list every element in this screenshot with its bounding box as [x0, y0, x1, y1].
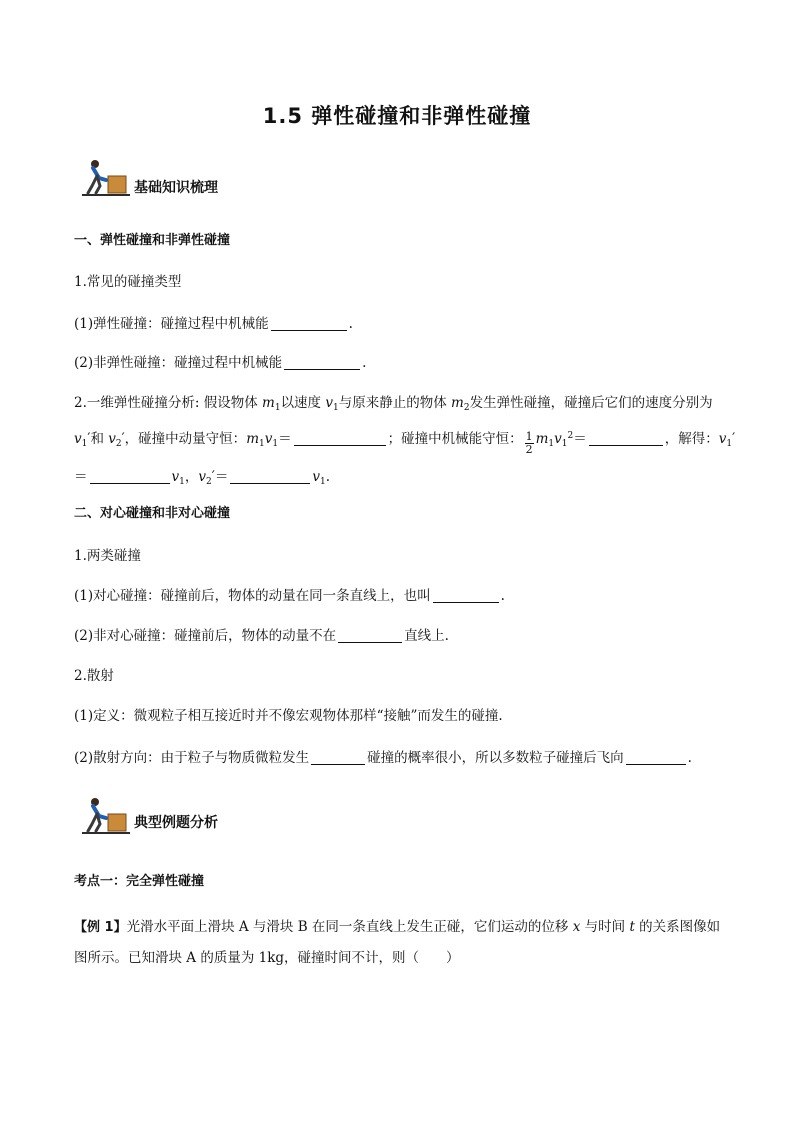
subscript: 1 — [726, 439, 733, 449]
superscript: 2 — [567, 431, 574, 441]
subscript: 1 — [333, 403, 339, 413]
text: 2.一维弹性碰撞分析: 假设物体 — [74, 395, 263, 411]
numerator: 1 — [525, 430, 533, 443]
paragraph-definition: (1)定义：微观粒子相互接近时并不像宏观物体那样“接触”而发生的碰撞. — [74, 708, 503, 724]
symbol: x — [572, 919, 581, 935]
text: 直线上. — [404, 628, 449, 644]
fill-blank[interactable] — [589, 431, 663, 446]
text: ， — [184, 469, 199, 485]
symbol: m — [246, 431, 259, 447]
heading-section-one: 一、弹性碰撞和非弹性碰撞 — [74, 233, 231, 248]
example-1-line-2: 图所示。已知滑块 A 的质量为 1kg，碰撞时间不计，则（ ） — [74, 950, 460, 966]
paragraph-1d-elastic — [74, 391, 713, 413]
pushing-box-icon — [80, 158, 132, 198]
fill-blank[interactable] — [433, 588, 499, 603]
text: 以速度 — [280, 395, 326, 411]
fill-blank[interactable] — [284, 355, 360, 370]
symbol: m — [262, 395, 275, 411]
fraction-one-half — [525, 431, 534, 456]
paragraph-noncentral — [74, 624, 449, 644]
symbol: v — [554, 431, 562, 447]
text: ，解得： — [664, 431, 719, 447]
text: 光滑水平面上滑块 A 与滑块 B 在同一条直线上发生正碰，它们运动的位移 — [126, 919, 573, 935]
subscript: 1 — [548, 439, 555, 449]
text: . — [362, 355, 367, 371]
text: . — [687, 750, 692, 766]
paragraph-solution — [74, 465, 330, 487]
symbol: v — [312, 469, 320, 485]
subscript: 2 — [115, 439, 122, 449]
symbol: v — [264, 431, 273, 447]
text: 发生弹性碰撞，碰撞后它们的速度分别为 — [469, 395, 713, 411]
paragraph-conservation — [74, 427, 735, 456]
section-banner-basics: 基础知识梳理 — [134, 180, 218, 196]
fill-blank[interactable] — [90, 469, 170, 484]
text: ＝ — [74, 469, 88, 485]
subscript: 2 — [206, 477, 212, 487]
example-tag: 【例 1】 — [74, 920, 127, 935]
heading-section-two: 二、对心碰撞和非对心碰撞 — [74, 506, 231, 521]
fill-blank[interactable] — [338, 628, 402, 643]
subscript: 1 — [259, 439, 265, 449]
key-point-heading: 考点一：完全弹性碰撞 — [74, 874, 205, 889]
paragraph-collision-types: 1.常见的碰撞类型 — [74, 274, 182, 290]
fill-blank[interactable] — [311, 750, 365, 765]
subscript: 1 — [561, 439, 568, 449]
text: 的关系图像如 — [634, 919, 721, 935]
text: . — [325, 469, 330, 485]
paragraph-scattering: 2.散射 — [74, 668, 114, 684]
paragraph-scatter-direction — [74, 746, 692, 766]
symbol: v — [325, 395, 333, 411]
page-title: 1.5 弹性碰撞和非弹性碰撞 — [262, 104, 532, 128]
symbol: m — [451, 395, 464, 411]
section-banner-examples: 典型例题分析 — [134, 815, 218, 831]
paragraph-central — [74, 584, 505, 604]
subscript: 1 — [274, 403, 281, 413]
text: ′＝ — [211, 469, 229, 485]
pushing-box-icon — [80, 796, 132, 836]
text: ′，碰撞中动量守恒： — [121, 431, 247, 447]
fill-blank[interactable] — [271, 316, 347, 331]
symbol: v — [74, 431, 82, 447]
subscript: 1 — [272, 439, 279, 449]
text: (2)非对心碰撞：碰撞前后，物体的动量不在 — [74, 628, 337, 644]
fill-blank[interactable] — [294, 431, 386, 446]
text: (1)对心碰撞：碰撞前后，物体的动量在同一条直线上，也叫 — [74, 588, 431, 604]
text: 与原来静止的物体 — [338, 395, 452, 411]
subscript: 2 — [463, 403, 470, 413]
symbol: m — [535, 431, 549, 447]
symbol: v — [718, 431, 727, 447]
text: 与时间 — [580, 919, 630, 935]
text: ′ — [732, 431, 736, 447]
text: . — [500, 588, 505, 604]
fill-blank[interactable] — [230, 469, 310, 484]
symbol: v — [171, 469, 180, 485]
text: ′和 — [87, 431, 109, 447]
paragraph-inelastic — [74, 351, 366, 371]
subscript: 1 — [319, 477, 326, 487]
subscript: 1 — [179, 477, 185, 487]
text: ＝ — [573, 431, 587, 447]
text: ；碰撞中机械能守恒： — [387, 431, 523, 447]
example-1-line-1 — [74, 915, 720, 935]
paragraph-two-types: 1.两类碰撞 — [74, 548, 141, 564]
text: 碰撞的概率很小，所以多数粒子碰撞后飞向 — [367, 750, 624, 766]
symbol: v — [198, 469, 207, 485]
text: (2)非弹性碰撞：碰撞过程中机械能 — [74, 355, 283, 371]
text: (2)散射方向：由于粒子与物质微粒发生 — [74, 750, 310, 766]
fill-blank[interactable] — [626, 750, 686, 765]
text: ＝ — [278, 431, 292, 447]
symbol: t — [629, 919, 635, 935]
text: . — [348, 316, 353, 332]
text: (1)弹性碰撞：碰撞过程中机械能 — [74, 316, 269, 332]
symbol: v — [108, 431, 116, 447]
subscript: 1 — [81, 439, 88, 449]
paragraph-elastic — [74, 312, 353, 332]
denominator: 2 — [525, 443, 533, 456]
